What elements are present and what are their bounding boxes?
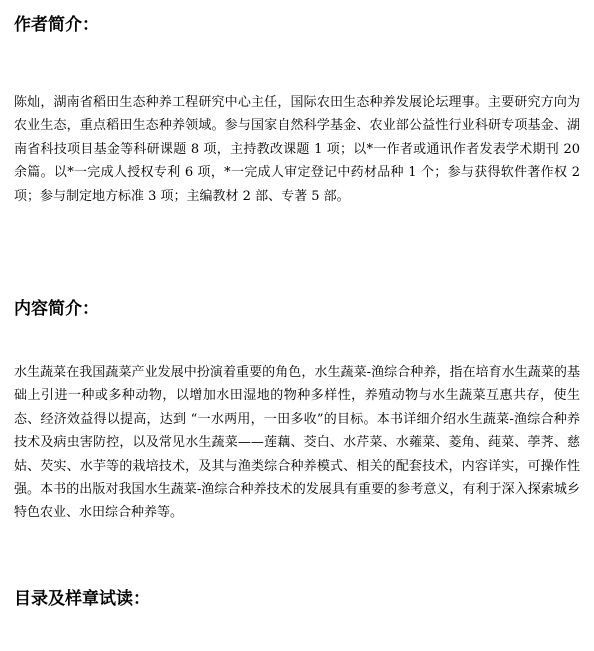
toc-sample-heading: 目录及样章试读： — [14, 589, 150, 609]
author-intro-text: 陈灿，湖南省稻田生态种养工程研究中心主任，国际农田生态种养发展论坛理事。主要研究方向为农业生态，重点稻田生态种养领域。参与国家自然科学基金、农业部公益性行业科研专项基金、湖南省科技项目基金等科研课题 8 项，主持教改课题 1 项；以*一作者或通讯作者发表学术期刊 20 余篇。以*一完成人授权专利 6 项，*一完成人审定登记中药材品种 1 个；参与获得软件著作权 2 项；参与制定地方标准 3 项；主编教材 2 部、专著 5 部。 — [14, 95, 580, 204]
content-intro-text: 水生蔬菜在我国蔬菜产业发展中扮演着重要的角色，水生蔬菜-渔综合种养，指在培育水生蔬菜的基础上引进一种或多种动物，以增加水田湿地的物种多样性，养殖动物与水生蔬菜互惠共存，使生态、经济效益得以提高，达到 “一水两用，一田多收”的目标。本书详细介绍水生蔬菜-渔综合种养技术及病虫害防控，以及常见水生蔬菜——莲藕、茭白、水芹菜、水蕹菜、菱角、莼菜、荸荠、慈姑、芡实、水芋等的栽培技术，及其与渔类综合种养模式、相关的配套技术，内容详实，可操作性强。本书的出版对我国水生蔬菜-渔综合种养技术的发展具有重要的参考意义，有利于深入探索城乡特色农业、水田综合种养等。 — [14, 365, 580, 521]
content-intro-heading: 内容简介： — [14, 299, 99, 319]
author-intro-heading: 作者简介： — [14, 15, 99, 35]
